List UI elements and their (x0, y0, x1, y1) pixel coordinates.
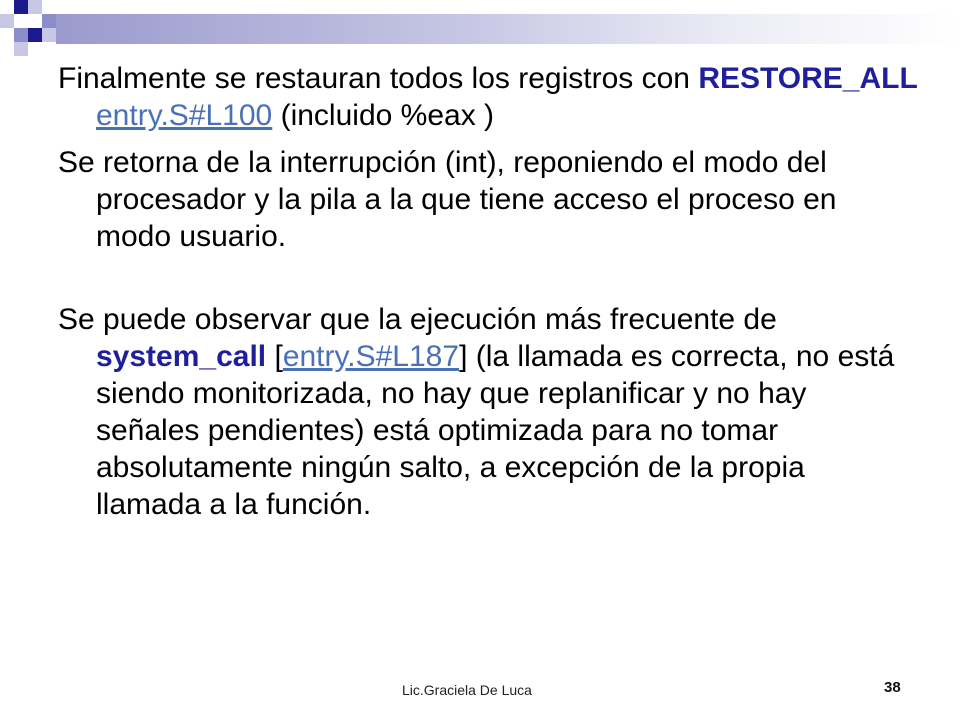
paragraph-restore-all (58, 60, 918, 134)
paragraph-return-interrupt (58, 144, 918, 255)
paragraph2-text: Se retorna de la interrupción (int), reponiendo el modo del procesador y la pila a la que tiene acceso el proceso en modo usuario. (58, 146, 837, 253)
corner-square-dark-1 (14, 0, 28, 14)
paragraph-system-call (58, 301, 918, 523)
restore-all-keyword: RESTORE_ALL (698, 62, 918, 95)
system-call-keyword: system_call (96, 340, 267, 373)
corner-square-light-1 (0, 14, 14, 28)
corner-square-mid-1 (14, 28, 28, 42)
slide-body (58, 60, 918, 533)
paragraph3-text-a: Se puede observar que la ejecución más frecuente de (58, 303, 777, 336)
paragraph1-text-a: Finalmente se restauran todos los registros con (58, 62, 699, 95)
corner-square-mid-2 (42, 14, 56, 28)
entry-l187-link[interactable]: entry.S#L187 (282, 340, 460, 373)
footer-author: Lic.Graciela De Luca (402, 682, 532, 698)
paragraph1-text-c: (incluido %eax ) (272, 99, 495, 132)
paragraph3-text-c: ] (la llamada es correcta, no está siendo monitorizada, no hay que replanificar y no hay señales pendientes) está optimizada para no tomar absolutamente ningún salto, a excepción de la propia llamada a la función. (96, 340, 895, 521)
corner-square-light-3 (42, 28, 56, 42)
corner-square-dark-2 (28, 28, 42, 42)
corner-square-light-4 (14, 42, 28, 56)
paragraph3-text-b: [ (266, 340, 283, 373)
page-number: 38 (884, 679, 901, 696)
header-gradient-bar (56, 14, 960, 44)
entry-l100-link[interactable]: entry.S#L100 (96, 99, 273, 132)
corner-square-light-2 (28, 0, 42, 14)
